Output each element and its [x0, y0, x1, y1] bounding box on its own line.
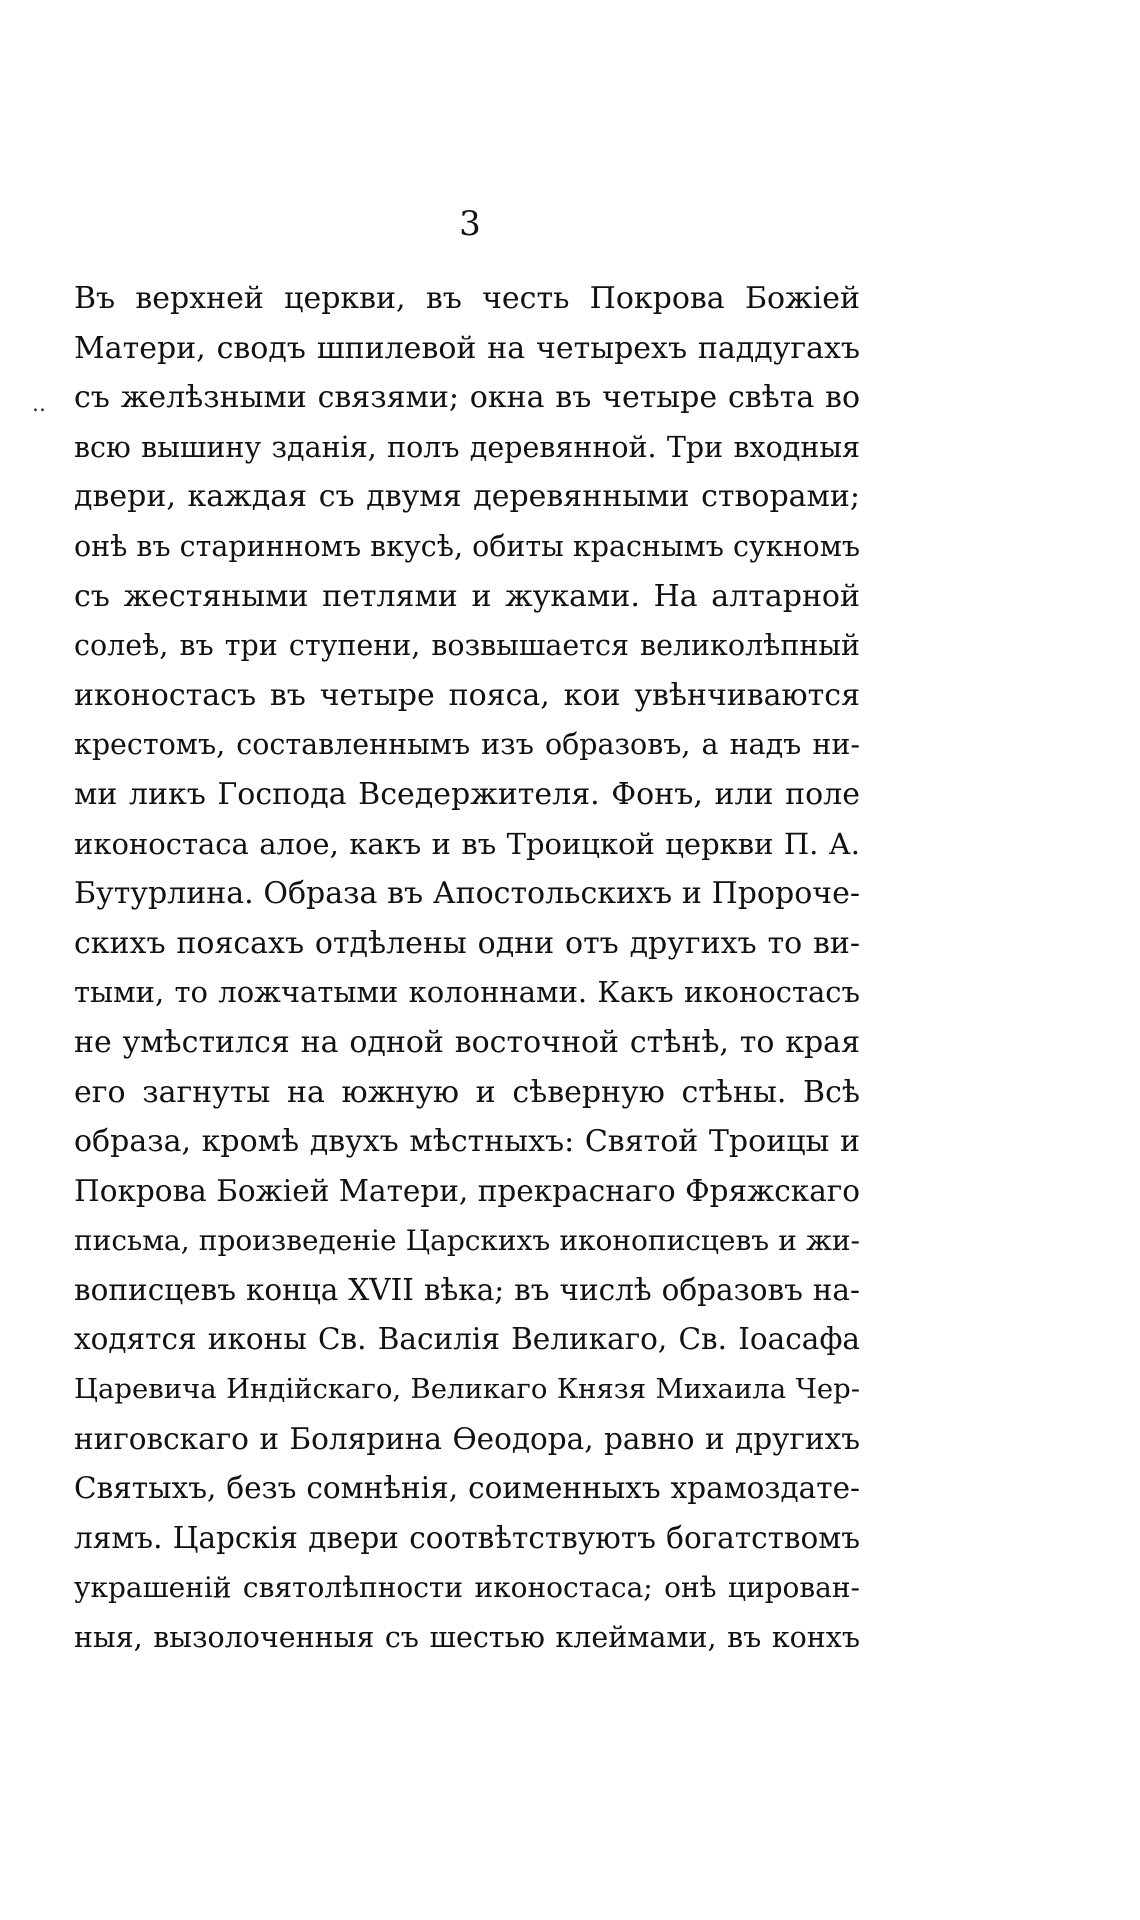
margin-mark: .. [32, 392, 46, 417]
text-line: съ желѣзными связями; окна въ четыре свѣта во [74, 380, 860, 416]
text-line: лямъ. Царскія двери соотвѣтствуютъ богатствомъ [74, 1520, 860, 1555]
text-line: ми ликъ Господа Вседержителя. Фонъ, или поле [74, 776, 860, 812]
text-line: иконостасъ въ четыре пояса, кои увѣнчиваются [74, 677, 860, 713]
text-line: Царевича Индійскаго, Великаго Князя Михаила Чер- [74, 1373, 860, 1406]
text-line: Матери, сводъ шпилевой на четырехъ паддугахъ [74, 330, 860, 366]
text-line: иконостаса алое, какъ и въ Троицкой церкви П. А. [74, 826, 860, 861]
text-line: вописцевъ конца XVII вѣка; въ числѣ образовъ на- [74, 1272, 860, 1307]
text-line: тыми, то ложчатыми колоннами. Какъ иконостасъ [74, 975, 860, 1010]
text-line: Покрова Божіей Матери, прекраснаго Фряжскаго [74, 1173, 860, 1208]
text-line: образа, кромѣ двухъ мѣстныхъ: Святой Троицы и [74, 1124, 860, 1160]
text-line: не умѣстился на одной восточной стѣнѣ, то края [74, 1024, 860, 1060]
text-line: Святыхъ, безъ сомнѣнія, соименныхъ храмоздате- [74, 1471, 860, 1506]
text-line: письма, произведеніе Царскихъ иконописцевъ и жи- [74, 1224, 860, 1258]
text-line: съ жестяными петлями и жуками. На алтарной [74, 578, 860, 614]
page-number: 3 [459, 204, 481, 244]
text-line: солеѣ, въ три ступени, возвышается великолѣпный [74, 629, 860, 663]
text-line: крестомъ, составленнымъ изъ образовъ, а надъ ни- [74, 728, 860, 762]
text-line: ныя, вызолоченныя съ шестью клеймами, въ конхъ [74, 1621, 860, 1655]
text-line: ходятся иконы Св. Василія Великаго, Св. Іоасафа [74, 1322, 860, 1357]
text-line: скихъ поясахъ отдѣлены одни отъ другихъ то ви- [74, 925, 860, 961]
text-line: ниговскаго и Болярина Ѳеодора, равно и другихъ [74, 1421, 860, 1456]
text-line: всю вышину зданія, полъ деревянной. Три входныя [74, 430, 860, 464]
text-line: двери, каждая съ двумя деревянными створами; [74, 479, 860, 515]
body-text [74, 274, 860, 1663]
text-line: онѣ въ старинномъ вкусѣ, обиты краснымъ сукномъ [74, 529, 860, 563]
text-line: Бутурлина. Образа въ Апостольскихъ и Пророче- [74, 876, 860, 912]
text-line: украшеній святолѣпности иконостаса; онѣ цирован- [74, 1571, 860, 1605]
text-line: его загнуты на южную и сѣверную стѣны. Всѣ [74, 1074, 860, 1110]
text-line: Въ верхней церкви, въ честь Покрова Божіей [74, 281, 860, 316]
